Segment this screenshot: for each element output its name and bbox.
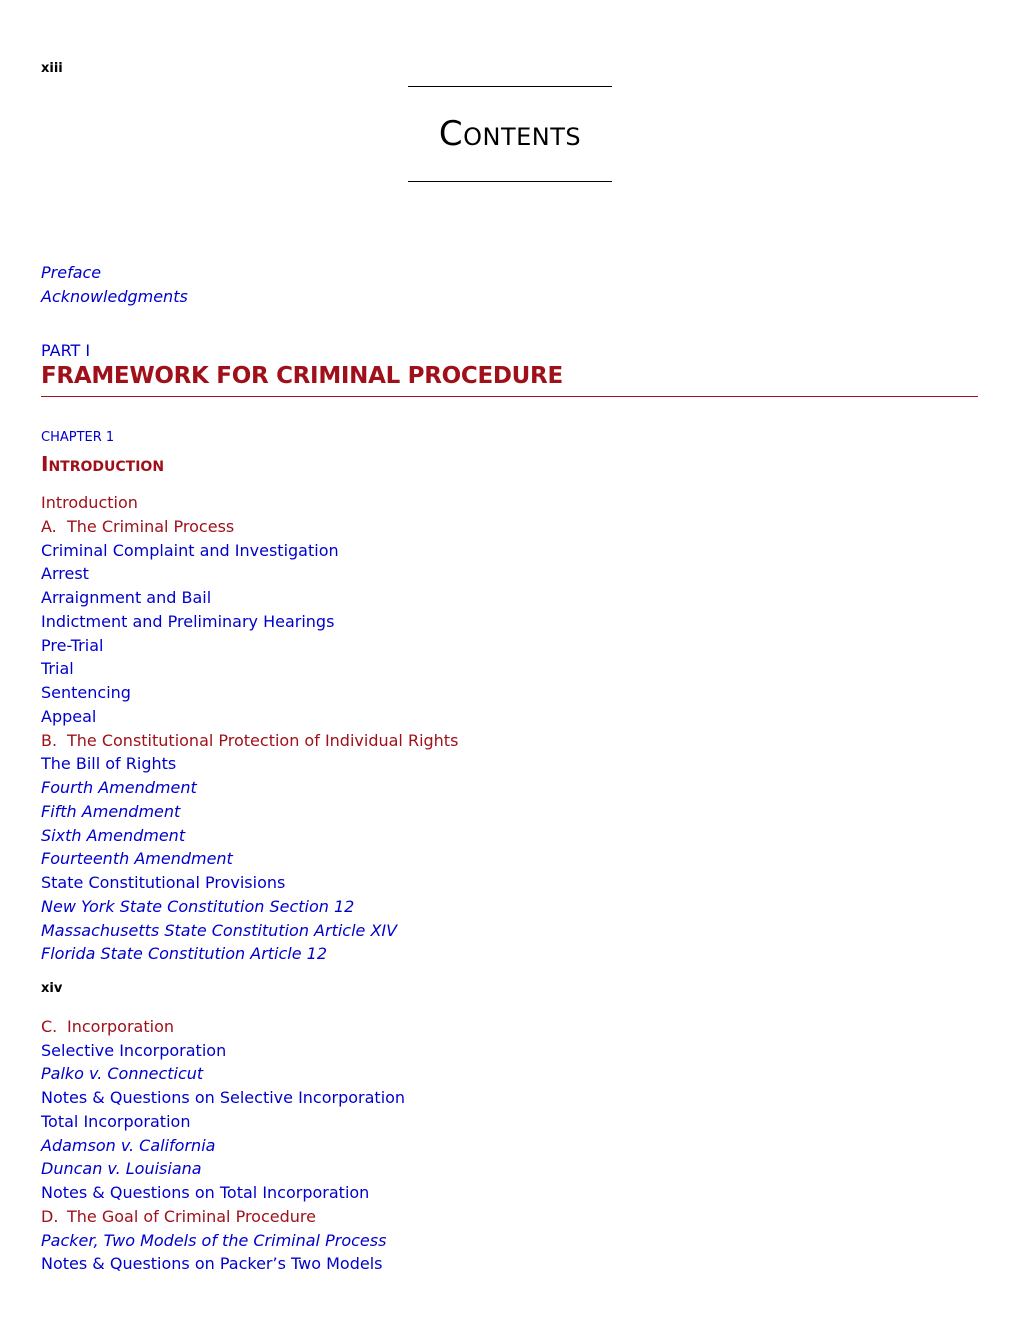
toc-entry-bill-of-rights[interactable]: The Bill of Rights [41, 754, 177, 773]
toc-section-d[interactable]: D. The Goal of Criminal Procedure [41, 1207, 316, 1226]
toc-entry-state-constitutional[interactable]: State Constitutional Provisions [41, 873, 286, 892]
toc-entry-pre-trial[interactable]: Pre-Trial [41, 636, 104, 655]
toc-entry-arrest[interactable]: Arrest [41, 564, 89, 583]
toc-entry-selective-incorporation[interactable]: Selective Incorporation [41, 1041, 227, 1060]
toc-entry-new-york[interactable]: New York State Constitution Section 12 [41, 897, 355, 916]
toc-entry-sentencing[interactable]: Sentencing [41, 683, 131, 702]
section-letter: C. [41, 1017, 58, 1036]
page-title: Contents [438, 114, 582, 154]
toc-entry-criminal-complaint[interactable]: Criminal Complaint and Investigation [41, 541, 339, 560]
toc-entry-fourteenth-amendment[interactable]: Fourteenth Amendment [41, 849, 233, 868]
toc-entry-introduction[interactable]: Introduction [41, 493, 138, 512]
toc-entry-total-incorporation[interactable]: Total Incorporation [41, 1112, 191, 1131]
toc-entry-arraignment[interactable]: Arraignment and Bail [41, 588, 212, 607]
toc-link-acknowledgments[interactable]: Acknowledgments [41, 287, 188, 306]
part-divider [41, 396, 978, 397]
toc-section-b[interactable]: B. The Constitutional Protection of Individual Rights [41, 731, 459, 750]
toc-entry-fifth-amendment[interactable]: Fifth Amendment [41, 802, 181, 821]
part-title-link[interactable]: FRAMEWORK FOR CRIMINAL PROCEDURE [41, 363, 563, 389]
toc-entry-sixth-amendment[interactable]: Sixth Amendment [41, 826, 186, 845]
toc-entry-notes-selective[interactable]: Notes & Questions on Selective Incorporation [41, 1088, 406, 1107]
toc-section-a[interactable]: A. The Criminal Process [41, 517, 235, 536]
toc-entry-duncan[interactable]: Duncan v. Louisiana [41, 1159, 202, 1178]
contents-title-block [408, 86, 612, 182]
chapter-label-link[interactable]: CHAPTER 1 [41, 430, 115, 445]
page-number: xiv [41, 981, 63, 996]
toc-entry-appeal[interactable]: Appeal [41, 707, 97, 726]
toc-entry-palko[interactable]: Palko v. Connecticut [41, 1064, 204, 1083]
section-letter: B. [41, 731, 58, 750]
toc-entry-notes-packer[interactable]: Notes & Questions on Packer’s Two Models [41, 1254, 383, 1273]
toc-entry-packer[interactable]: Packer, Two Models of the Criminal Process [41, 1231, 387, 1250]
section-letter: D. [41, 1207, 59, 1226]
toc-entry-massachusetts[interactable]: Massachusetts State Constitution Article XIV [41, 921, 398, 940]
toc-entry-florida[interactable]: Florida State Constitution Article 12 [41, 944, 328, 963]
toc-entry-notes-total[interactable]: Notes & Questions on Total Incorporation [41, 1183, 370, 1202]
chapter-title-link[interactable]: Introduction [41, 452, 165, 476]
toc-entry-trial[interactable]: Trial [41, 659, 74, 678]
page-number: xiii [41, 61, 63, 76]
toc-link-preface[interactable]: Preface [41, 263, 102, 282]
toc-entry-adamson[interactable]: Adamson v. California [41, 1136, 216, 1155]
part-label-link[interactable]: PART I [41, 341, 91, 360]
section-letter: A. [41, 517, 57, 536]
toc-section-c[interactable]: C. Incorporation [41, 1017, 174, 1036]
toc-entry-indictment[interactable]: Indictment and Preliminary Hearings [41, 612, 335, 631]
toc-entry-fourth-amendment[interactable]: Fourth Amendment [41, 778, 197, 797]
